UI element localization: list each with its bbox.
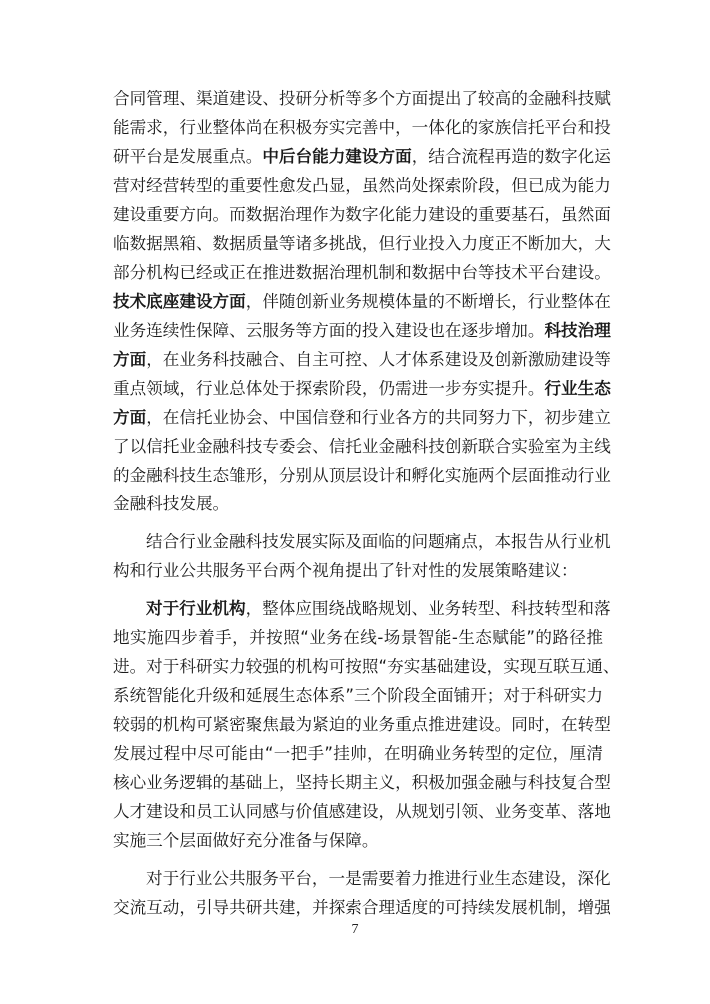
line-text: 了以信托业金融科技专委会、信托业金融科技创新联合实验室为主线 [113,437,611,456]
line-text: 建设重要方向。而数据治理作为数字化能力建设的重要基石，虽然面 [113,205,611,224]
text-line [113,287,611,316]
text-line [113,893,611,922]
line-text: 能需求，行业整体尚在积极夯实完善中，一体化的家族信托平台和投 [113,118,611,137]
bold-heading: 行业生态 [544,379,611,398]
text-line [113,739,603,768]
line-text: 核心业务逻辑的基础上，坚持长期主义，积极加强金融与科技复合型 [113,773,611,792]
text-line [113,142,611,171]
line-text: 金融科技发展。 [113,494,230,513]
text-line [113,345,611,374]
line-text: 对于行业公共服务平台，一是需要着力推进行业生态建设，深化 [146,869,611,888]
text-line [146,864,611,893]
line-text: 合同管理、渠道建设、投研分析等多个方面提出了较高的金融科技赋 [113,89,611,108]
line-text: 研平台是发展重点。 [113,147,263,166]
bold-heading: 中后台能力建设方面 [262,147,412,166]
text-line [113,374,611,403]
text-line [113,556,603,585]
text-line [113,432,611,461]
line-text: 部分机构已经或正在推进数据治理机制和数据中台等技术平台建设。 [113,263,611,282]
text-line [113,200,611,229]
bold-heading: 方面 [113,408,147,427]
text-line [113,461,611,490]
line-text: 人才建设和员工认同感与价值感建设，从规划引领、业务变革、落地 [113,802,611,821]
text-line [113,403,611,432]
line-text: 结合行业金融科技发展实际及面临的问题痛点，本报告从行业机 [146,532,611,551]
text-line [113,229,611,258]
line-text: ，在业务科技融合、自主可控、人才体系建设及创新激励建设等 [146,350,611,369]
text-line [113,652,620,681]
line-text: ，结合流程再造的数字化运 [411,147,611,166]
line-text: 实施三个层面做好充分准备与保障。 [113,831,379,850]
page-number: 7 [351,922,359,937]
line-text: 构和行业公共服务平台两个视角提出了针对性的发展策略建议： [113,561,578,580]
line-text: 发展过程中尽可能由“一把手”挂帅，在明确业务转型的定位，厘清 [113,744,603,763]
line-text: 交流互动，引导共研共建，并探索合理适度的可持续发展机制，增强 [113,898,611,917]
line-text: 业务连续性保障、云服务等方面的投入建设也在逐步增加。 [113,321,545,340]
line-text: 系统智能化升级和延展生态体系”三个阶段全面铺开；对于科研实力 [113,686,603,705]
text-line [113,797,611,826]
line-text: 的金融科技生态雏形，分别从顶层设计和孵化实施两个层面推动行业 [113,466,611,485]
text-line [146,594,611,623]
line-text: ，伴随创新业务规模体量的不断增长，行业整体在 [245,292,611,311]
line-text: 地实施四步着手，并按照“业务在线-场景智能-生态赋能”的路径推 [113,628,603,647]
text-line [113,710,611,739]
text-line [113,258,611,287]
line-text: 较弱的机构可紧密聚焦最为紧迫的业务重点推进建设。同时，在转型 [113,715,611,734]
bold-heading: 科技治理 [544,321,611,340]
text-line [113,171,611,200]
line-text: 进。对于科研实力较强的机构可按照“夯实基础建设，实现互联互通、 [113,657,620,676]
line-text: 重点领域，行业总体处于探索阶段，仍需进一步夯实提升。 [113,379,545,398]
text-line [113,489,603,518]
text-line [113,84,611,113]
line-text: 临数据黑箱、数据质量等诸多挑战，但行业投入力度正不断加大，大 [113,234,611,253]
bold-heading: 对于行业机构 [146,599,246,618]
text-line [113,768,611,797]
line-text: ，在信托业协会、中国信登和行业各方的共同努力下，初步建立 [146,408,611,427]
text-line [113,681,603,710]
text-line [113,826,603,855]
text-line [113,316,611,345]
text-line [113,113,611,142]
bold-heading: 方面 [113,350,147,369]
bold-heading: 技术底座建设方面 [113,292,246,311]
text-line [113,623,603,652]
line-text: ，整体应围绕战略规划、业务转型、科技转型和落 [245,599,611,618]
line-text: 营对经营转型的重要性愈发凸显，虽然尚处探索阶段，但已成为能力 [113,176,611,195]
text-line [146,527,611,556]
